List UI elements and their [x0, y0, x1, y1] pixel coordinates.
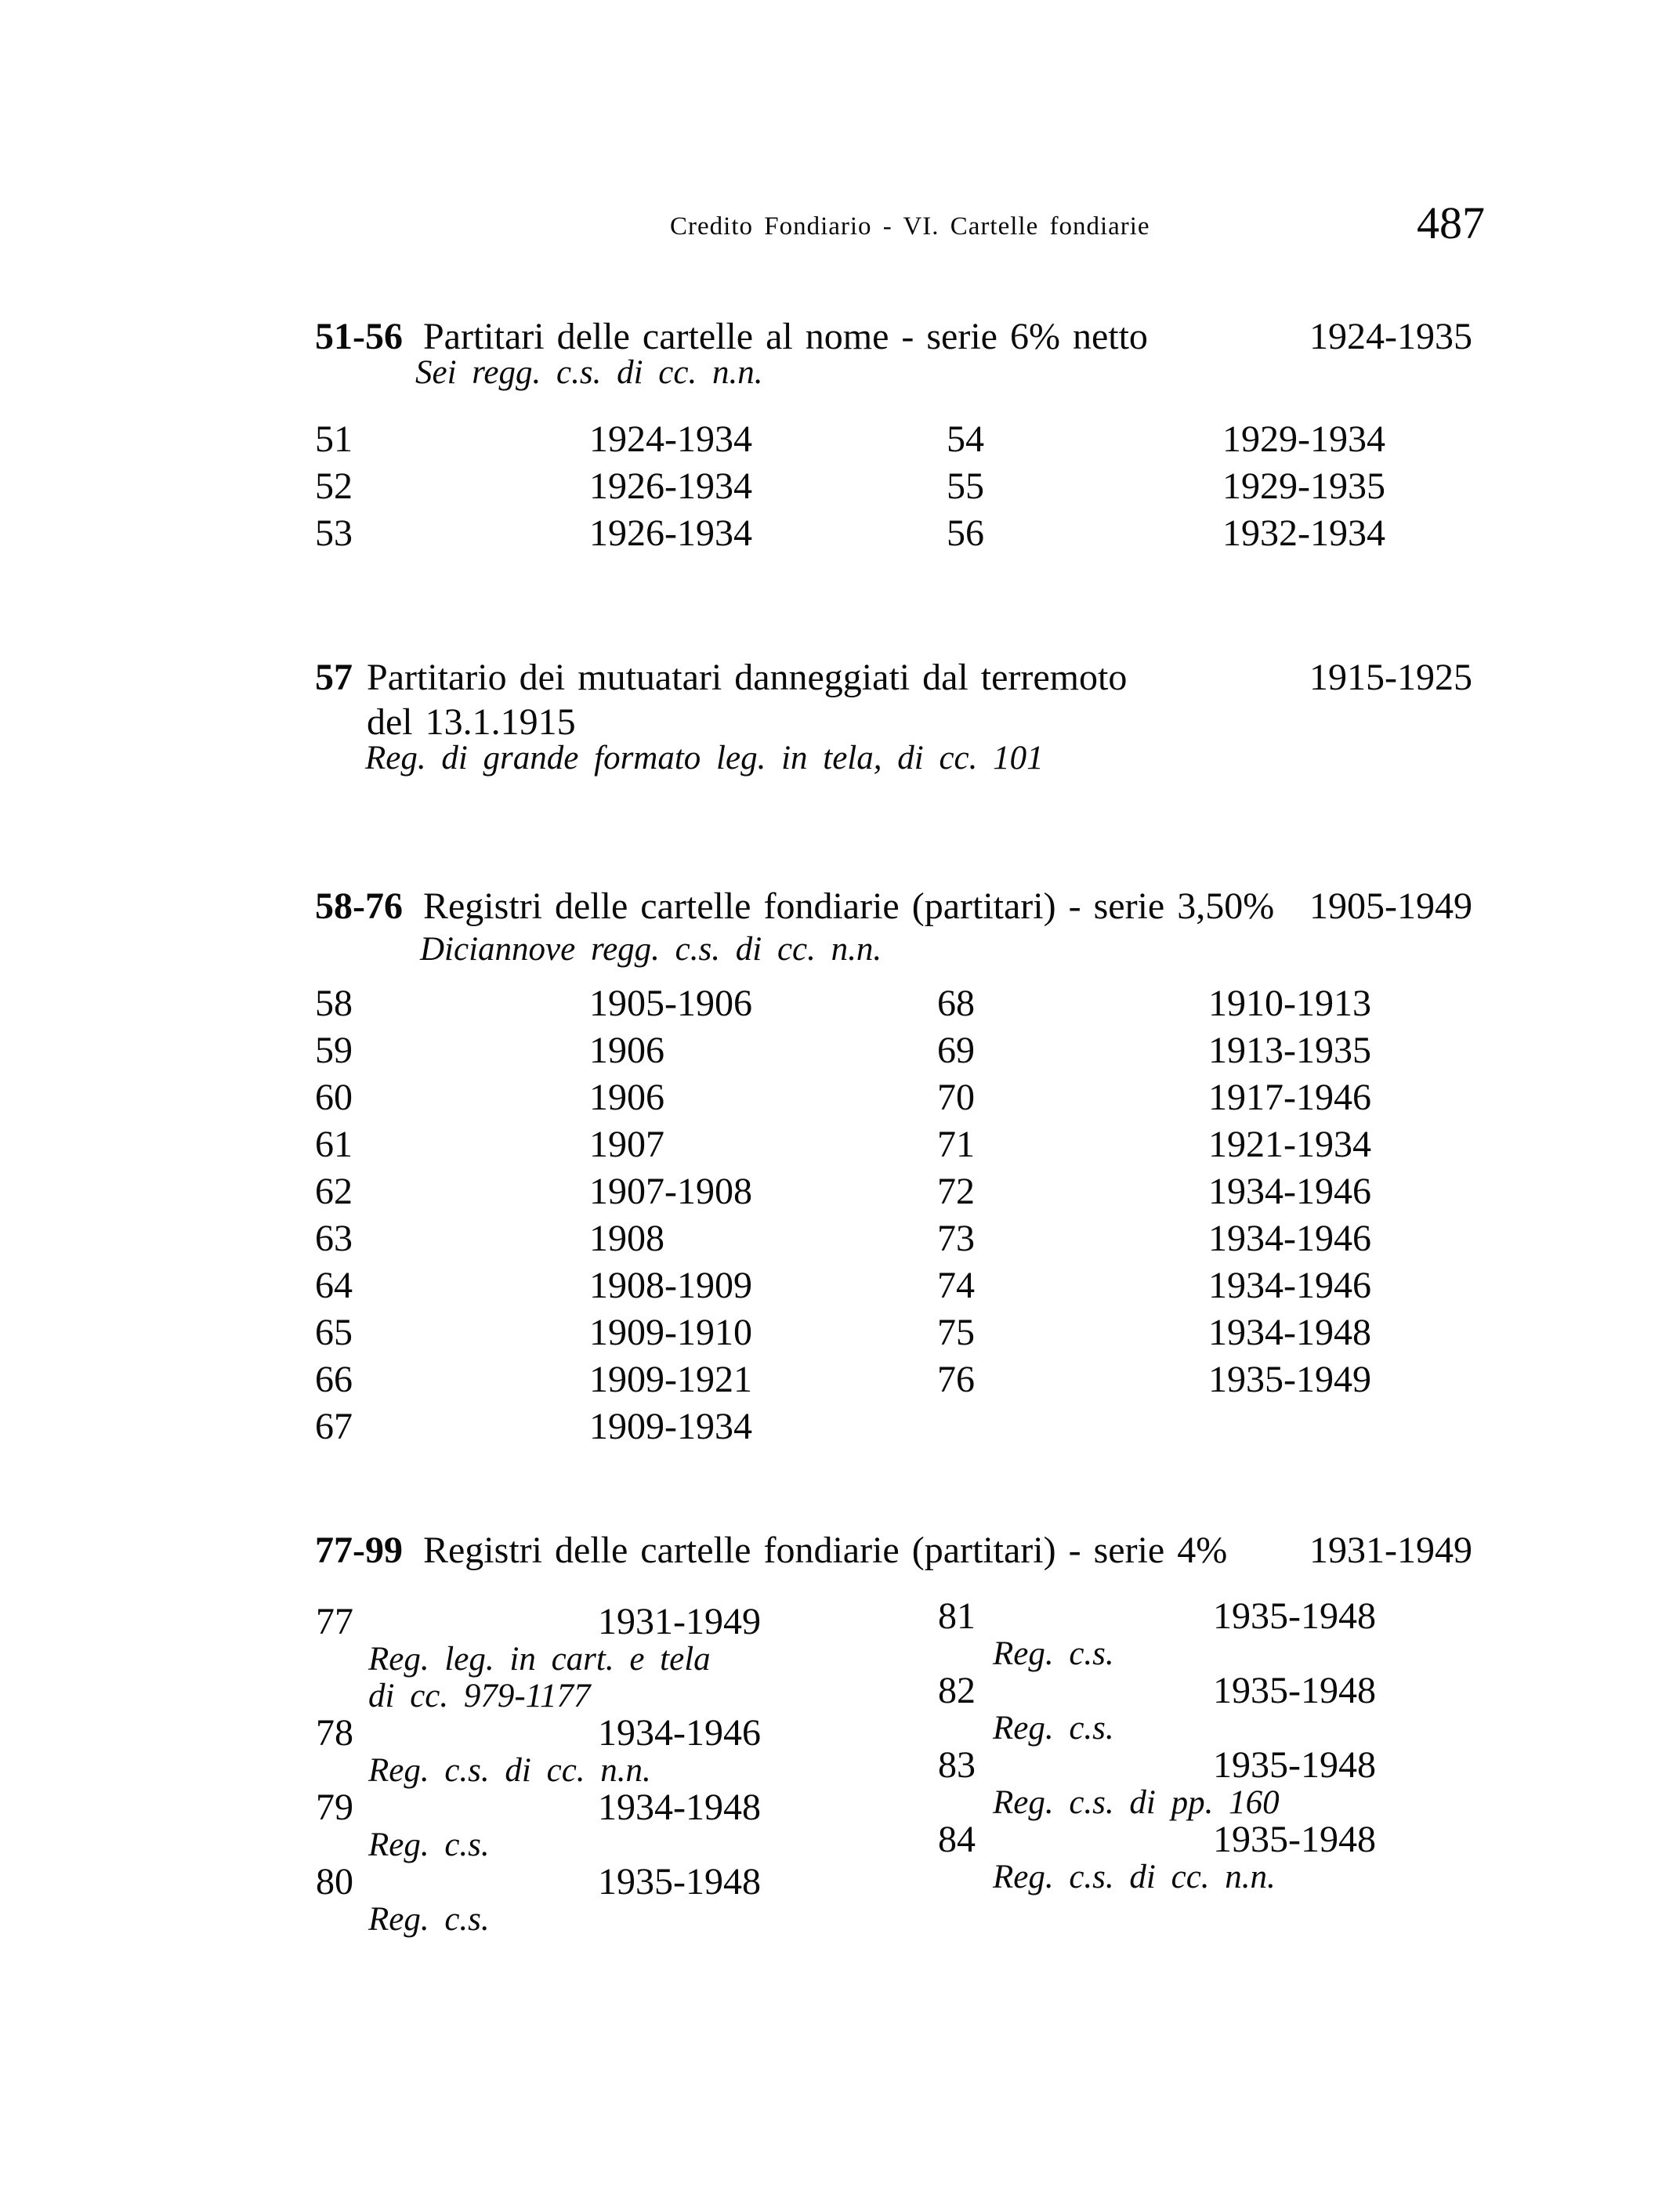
table-row [937, 1121, 1517, 1168]
registry-number: 64 [315, 1265, 353, 1306]
table-row [938, 1821, 1549, 1859]
registry-number: 70 [937, 1077, 975, 1118]
registry-dates: 1909-1910 [589, 1312, 752, 1353]
registry-note: Reg. c.s. [368, 1827, 490, 1863]
registry-number: 66 [315, 1359, 353, 1400]
registry-dates: 1926-1934 [589, 512, 752, 554]
registry-dates: 1932-1934 [1222, 512, 1385, 554]
registry-dates: 1909-1921 [589, 1359, 752, 1400]
registry-number: 53 [315, 512, 353, 554]
registry-table-column-right [937, 980, 1517, 1403]
registry-dates: 1934-1946 [598, 1712, 761, 1754]
table-row [937, 1215, 1517, 1262]
table-row [947, 416, 1526, 463]
registry-dates: 1935-1948 [598, 1861, 761, 1903]
registry-dates: 1931-1949 [598, 1601, 761, 1642]
table-row [937, 1356, 1517, 1403]
entry-dates: 1905-1949 [1309, 885, 1472, 927]
table-row [315, 1027, 895, 1074]
registry-number: 51 [315, 418, 353, 460]
registry-number: 80 [316, 1861, 353, 1903]
registry-number: 55 [947, 465, 984, 507]
registry-number: 69 [937, 1030, 975, 1071]
registry-number: 63 [315, 1218, 353, 1259]
registry-dates: 1935-1948 [1213, 1595, 1376, 1637]
registry-number: 59 [315, 1030, 353, 1071]
entry-number: 77-99 [315, 1530, 403, 1571]
registry-dates: 1929-1934 [1222, 418, 1385, 460]
page-number: 487 [1417, 197, 1485, 248]
registry-note: Reg. c.s. di cc. n.n. [993, 1859, 1276, 1895]
registry-dates: 1924-1934 [589, 418, 752, 460]
registry-dates: 1907 [589, 1124, 664, 1165]
table-row [316, 1863, 927, 1901]
table-row [938, 1672, 1549, 1710]
entry-title: Registri delle cartelle fondiarie (partitari) - serie 4% [422, 1530, 1228, 1571]
registry-number: 60 [315, 1077, 353, 1118]
entry-dates: 1931-1949 [1309, 1530, 1472, 1571]
registry-dates: 1913-1935 [1208, 1030, 1371, 1071]
entry-heading-51-56 [315, 317, 1472, 357]
registry-dates: 1934-1946 [1208, 1171, 1371, 1212]
registry-note: Reg. c.s. [368, 1901, 490, 1938]
registry-number: 82 [938, 1670, 976, 1711]
registry-dates: 1917-1946 [1208, 1077, 1371, 1118]
registry-number: 68 [937, 983, 975, 1024]
registry-dates: 1934-1948 [598, 1787, 761, 1828]
table-row [947, 510, 1526, 557]
registry-number: 75 [937, 1312, 975, 1353]
table-row [315, 1309, 895, 1356]
table-row [315, 1121, 895, 1168]
registry-list-column-right [938, 1595, 1549, 1895]
table-row [315, 1262, 895, 1309]
registry-dates: 1910-1913 [1208, 983, 1371, 1024]
registry-number: 81 [938, 1595, 976, 1637]
registry-dates: 1908 [589, 1218, 664, 1259]
registry-number: 74 [937, 1265, 975, 1306]
table-row [315, 1168, 895, 1215]
registry-note: Reg. c.s. di cc. n.n. [368, 1752, 651, 1789]
registry-number: 61 [315, 1124, 353, 1165]
registry-note: Reg. c.s. [993, 1710, 1114, 1747]
registry-dates: 1934-1946 [1208, 1265, 1371, 1306]
entry-number: 58-76 [315, 885, 403, 927]
entry-heading-77-99 [315, 1530, 1472, 1571]
entry-number: 57 [315, 657, 353, 698]
registry-dates: 1935-1948 [1213, 1670, 1376, 1711]
entry-title-line-1: Partitario dei mutuatari danneggiati dal terremoto [367, 657, 1128, 698]
registry-table-column-left [315, 980, 895, 1450]
table-row [937, 1074, 1517, 1121]
registry-dates: 1935-1948 [1213, 1819, 1376, 1860]
table-row [316, 1714, 927, 1752]
registry-list-column-left [316, 1603, 927, 1938]
table-row [315, 980, 895, 1027]
entry-dates: 1924-1935 [1309, 316, 1472, 357]
registry-number: 62 [315, 1171, 353, 1212]
table-row [315, 510, 895, 557]
table-row [937, 980, 1517, 1027]
entry-note: Reg. di grande formato leg. in tela, di cc. 101 [365, 740, 1044, 777]
table-row [315, 1356, 895, 1403]
registry-dates: 1935-1948 [1213, 1744, 1376, 1786]
registry-number: 76 [937, 1359, 975, 1400]
entry-title: Registri delle cartelle fondiarie (partitari) - serie 3,50% [422, 885, 1275, 927]
entry-heading-58-76 [315, 886, 1472, 927]
registry-note: di cc. 979-1177 [368, 1678, 591, 1714]
registry-dates: 1906 [589, 1077, 664, 1118]
registry-dates: 1908-1909 [589, 1265, 752, 1306]
table-row [315, 1215, 895, 1262]
registry-number: 78 [316, 1712, 353, 1754]
registry-dates: 1905-1906 [589, 983, 752, 1024]
table-row [937, 1262, 1517, 1309]
registry-number: 54 [947, 418, 984, 460]
registry-dates: 1935-1949 [1208, 1359, 1371, 1400]
registry-number: 72 [937, 1171, 975, 1212]
entry-number: 51-56 [315, 316, 403, 357]
registry-number: 71 [937, 1124, 975, 1165]
registry-dates: 1934-1948 [1208, 1312, 1371, 1353]
registry-number: 77 [316, 1601, 353, 1642]
table-row [938, 1595, 1549, 1637]
registry-number: 58 [315, 983, 353, 1024]
registry-table-column-left [315, 416, 895, 557]
table-row [316, 1789, 927, 1827]
entry-note: Diciannove regg. c.s. di cc. n.n. [420, 931, 882, 968]
table-row [937, 1309, 1517, 1356]
registry-table-column-right [947, 416, 1526, 557]
registry-number: 65 [315, 1312, 353, 1353]
registry-number: 67 [315, 1406, 353, 1447]
registry-dates: 1934-1946 [1208, 1218, 1371, 1259]
table-row [315, 463, 895, 510]
registry-dates: 1921-1934 [1208, 1124, 1371, 1165]
registry-dates: 1909-1934 [589, 1406, 752, 1447]
entry-note: Sei regg. c.s. di cc. n.n. [415, 354, 763, 391]
registry-dates: 1929-1935 [1222, 465, 1385, 507]
registry-number: 84 [938, 1819, 976, 1860]
registry-dates: 1907-1908 [589, 1171, 752, 1212]
table-row [315, 1403, 895, 1450]
registry-number: 56 [947, 512, 984, 554]
table-row [938, 1744, 1549, 1786]
registry-number: 73 [937, 1218, 975, 1259]
registry-number: 79 [316, 1787, 353, 1828]
registry-note: Reg. c.s. [993, 1635, 1114, 1672]
registry-number: 83 [938, 1744, 976, 1786]
table-row [937, 1168, 1517, 1215]
table-row [316, 1603, 927, 1641]
table-row [947, 463, 1526, 510]
registry-note: Reg. c.s. di pp. 160 [993, 1784, 1280, 1821]
registry-number: 52 [315, 465, 353, 507]
table-row [315, 1074, 895, 1121]
entry-title-line-2: del 13.1.1915 [367, 701, 576, 743]
entry-title: Partitari delle cartelle al nome - serie 6% netto [422, 316, 1148, 357]
registry-dates: 1926-1934 [589, 465, 752, 507]
entry-dates: 1915-1925 [1309, 657, 1472, 698]
registry-note: Reg. leg. in cart. e tela [368, 1641, 711, 1678]
table-row [937, 1027, 1517, 1074]
running-header: Credito Fondiario - VI. Cartelle fondiarie [670, 212, 1150, 241]
registry-dates: 1906 [589, 1030, 664, 1071]
table-row [315, 416, 895, 463]
